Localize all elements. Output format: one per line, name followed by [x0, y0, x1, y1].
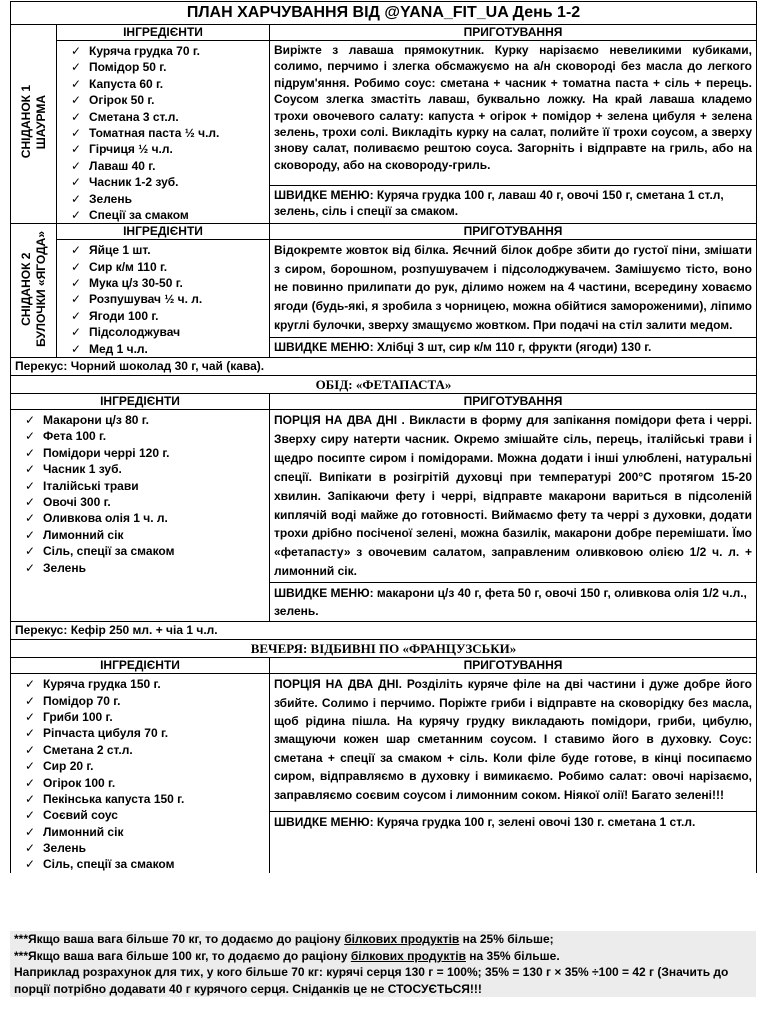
check-mark-icon: ✓ — [25, 693, 36, 708]
ingredient-item — [15, 840, 265, 856]
ingredient-label: Лаваш 40 г. — [89, 158, 156, 173]
ingredient-label: Сир к/м 110 г. — [89, 259, 168, 274]
ingredient-label: Томатная паста ½ ч.л. — [89, 125, 220, 140]
ingredient-label: Часник 1-2 зуб. — [89, 175, 179, 190]
breakfast1-quick-menu: ШВИДКЕ МЕНЮ: Куряча грудка 100 г, лаваш 40 г, овочі 150 г, сметана 1 ст.л, зелень, сіль і спеції за смаком. — [270, 185, 757, 224]
meal-plan-table — [10, 1, 757, 873]
ingredient-item — [61, 242, 265, 258]
ingredient-label: Сіль, спеції за смаком — [43, 857, 175, 872]
ingredient-item — [15, 709, 265, 725]
ingredient-item — [61, 191, 265, 207]
ingredient-label: Куряча грудка 70 г. — [89, 44, 200, 58]
ingredient-item — [61, 43, 265, 59]
breakfast1-label-line2: ШАУРМА — [33, 94, 48, 150]
ingredient-label: Лимонний сік — [43, 824, 124, 839]
footer-line-2-end: на 35% більше. — [465, 948, 560, 963]
ingredient-item — [15, 775, 265, 791]
check-mark-icon: ✓ — [71, 308, 82, 323]
ingredient-label: Оливкова олія 1 ч. л. — [43, 511, 168, 526]
ingredient-item — [61, 275, 265, 291]
ingredient-label: Помідори черрі 120 г. — [43, 445, 170, 460]
ingredient-item — [15, 428, 265, 444]
check-mark-icon: ✓ — [71, 158, 82, 173]
breakfast2-label-line2: БУЛОЧКИ «ЯГОДА» — [33, 230, 48, 347]
check-mark-icon: ✓ — [25, 429, 36, 444]
ingredient-label: Овочі 300 г. — [43, 494, 111, 509]
check-mark-icon: ✓ — [25, 494, 36, 509]
check-mark-icon: ✓ — [25, 527, 36, 542]
check-mark-icon: ✓ — [25, 808, 36, 823]
ingredient-label: Ягоди 100 г. — [89, 308, 159, 323]
check-mark-icon: ✓ — [25, 478, 36, 493]
ingredient-label: Ріпчаста цибуля 70 г. — [43, 726, 169, 741]
ingredient-item — [15, 758, 265, 774]
ingredient-item — [15, 791, 265, 807]
ingredient-item — [61, 141, 265, 157]
ingredient-item — [61, 92, 265, 108]
footer-line-1-link: білкових продуктів — [344, 932, 460, 946]
footer-note — [10, 931, 756, 997]
ingredient-item — [15, 824, 265, 840]
meal-plan-page — [10, 1, 756, 873]
breakfast2-preparation: Відокремте жовток від білка. Яєчний білок добре збити до густої піни, змішати з сиром, борошном, розпушувачем і підсолоджувачем. Замішуємо тісто, воно не повинно прилипати до рук, ділимо ножем на 4 частини, всередину ховаємо ягоди (будь-які, я зробила з чорницею, можна обійтися замороженими), ліпимо круглі булочки, зверху змащуємо жовтком. При подачі на стіл залити медом. — [270, 240, 757, 338]
dinner-title: ВЕЧЕРЯ: ВІДБИВНІ ПО «ФРАНЦУЗСЬКИ» — [11, 640, 757, 658]
ingredient-item — [15, 510, 265, 526]
breakfast1-label-line1: СНІДАНОК 1 — [18, 85, 33, 159]
footer-line-2-text: ***Якщо ваша вага більше 100 кг, то додаємо до раціону — [14, 948, 351, 963]
check-mark-icon: ✓ — [71, 243, 82, 258]
check-mark-icon: ✓ — [71, 142, 82, 157]
ingredient-item — [61, 59, 265, 75]
breakfast1-preparation: Виріжте з лаваша прямокутник. Курку нарізаємо невеликими кубиками, солимо, перчимо і злегка обсмажуємо на а/н сковороді без масла до легкого підрум'яння. Робимо соус: сметана + часник + томатна паста + сіль + перець. Соусом злегка змастіть лаваш, буквально ложку. На край лаваша кладемо трохи овочевого салату: капуста + огірок + помідор + зелена цибуля + зелена зелень, трохи солі. Викладіть курку на салат, полийте її трохи соусом, а зверху знову салат, поливаємо рештою соуса. Загорніть і відправте на гриль, або на сковороду, або на сковороду-гриль. — [270, 41, 757, 186]
ingredient-label: Куряча грудка 150 г. — [43, 677, 161, 692]
breakfast2-ingredients-header: ІНГРЕДІЄНТИ — [57, 224, 270, 240]
check-mark-icon: ✓ — [71, 76, 82, 91]
dinner-quick-menu: ШВИДКЕ МЕНЮ: Куряча грудка 100 г, зелені овочі 130 г. сметана 1 ст.л. — [270, 811, 757, 873]
ingredient-label: Сметана 2 ст.л. — [43, 742, 133, 757]
ingredient-label: Зелень — [89, 191, 132, 206]
check-mark-icon: ✓ — [71, 259, 82, 274]
ingredient-label: Сметана 3 ст.л. — [89, 109, 179, 124]
breakfast2-side-label — [11, 224, 57, 358]
ingredient-label: Макарони ц/з 80 г. — [43, 413, 149, 428]
check-mark-icon: ✓ — [25, 511, 36, 526]
check-mark-icon: ✓ — [71, 325, 82, 340]
ingredient-item — [61, 324, 265, 340]
ingredient-label: Гірчиця ½ ч.л. — [89, 142, 173, 157]
check-mark-icon: ✓ — [71, 341, 82, 356]
ingredient-label: Помідор 50 г. — [89, 60, 167, 75]
ingredient-item — [15, 807, 265, 823]
check-mark-icon: ✓ — [25, 677, 36, 692]
ingredient-label: Помідор 70 г. — [43, 693, 121, 708]
ingredient-item — [61, 291, 265, 307]
ingredient-label: Сіль, спеції за смаком — [43, 544, 175, 559]
ingredient-item — [15, 725, 265, 741]
ingredient-item — [61, 308, 265, 324]
ingredient-item — [15, 412, 265, 428]
ingredient-item — [61, 158, 265, 174]
check-mark-icon: ✓ — [71, 276, 82, 291]
check-mark-icon: ✓ — [25, 445, 36, 460]
ingredient-label: Гриби 100 г. — [43, 709, 113, 724]
ingredient-label: Розпушувач ½ ч. л. — [89, 292, 203, 307]
ingredient-item — [15, 494, 265, 510]
ingredient-label: Зелень — [43, 841, 86, 856]
ingredient-item — [61, 125, 265, 141]
dinner-preparation-header: ПРИГОТУВАННЯ — [270, 658, 757, 674]
check-mark-icon: ✓ — [25, 462, 36, 477]
breakfast1-preparation-header: ПРИГОТУВАННЯ — [270, 25, 757, 41]
breakfast2-preparation-header: ПРИГОТУВАННЯ — [270, 224, 757, 240]
breakfast1-ingredient-list — [61, 43, 265, 223]
check-mark-icon: ✓ — [71, 207, 82, 222]
check-mark-icon: ✓ — [25, 544, 36, 559]
ingredient-label: Капуста 60 г. — [89, 76, 164, 91]
check-mark-icon: ✓ — [25, 791, 36, 806]
ingredient-item — [15, 445, 265, 461]
check-mark-icon: ✓ — [25, 775, 36, 790]
ingredient-label: Пекінська капуста 150 г. — [43, 791, 185, 806]
ingredient-label: Італійські трави — [43, 478, 139, 493]
lunch-ingredients-header: ІНГРЕДІЄНТИ — [11, 394, 270, 410]
ingredient-label: Зелень — [43, 560, 86, 575]
check-mark-icon: ✓ — [25, 560, 36, 575]
footer-line-3: Наприклад розрахунок для тих, у кого більше 70 кг: курячі серця 130 г = 100%; 35% = 130 г × 35% ÷100 = 42 г (Значить до порції потрібно додавати 40 г курячого серця. Сніданків це не СТОСУЄТЬСЯ!!! — [14, 965, 729, 996]
breakfast2-quick-menu: ШВИДКЕ МЕНЮ: Хлібці 3 шт, сир к/м 110 г, фрукти (ягоди) 130 г. — [270, 338, 757, 358]
ingredient-label: Лимонний сік — [43, 527, 124, 542]
ingredient-item — [15, 676, 265, 692]
ingredient-item — [15, 543, 265, 559]
snack-1: Перекус: Чорний шоколад 30 г, чай (кава). — [11, 358, 757, 376]
page-title: ПЛАН ХАРЧУВАННЯ ВІД @YANA_FIT_UA День 1-2 — [11, 2, 757, 25]
dinner-ingredients-header: ІНГРЕДІЄНТИ — [11, 658, 270, 674]
ingredient-label: Підсолоджувач — [89, 325, 181, 340]
footer-line-2-link: білкових продуктів — [350, 948, 466, 963]
dinner-preparation: ПОРЦІЯ НА ДВА ДНІ. Розділіть куряче філе на дві частини і дуже добре його збийте. Солимо і перчимо. Поріжте гриби і відправте на сковорідку без масла, щоб рідина пішла. На курячу грудку викладають помідори, гриби, цибулю, змащуючи кожен шар сметанним соусом. І ставимо його в духовку. Соус: сметана + спеції за смаком + сіль. Коли філе буде готове, в кінці посипаємо сиром, відправляємо в духовку і вимикаємо. Робимо салат: овочі нарізаємо, заправляємо соєвим соусом і лимонним соком. Ніякої олії! Багато зелені!!! — [270, 674, 757, 812]
ingredient-label: Соєвий соус — [43, 808, 118, 823]
ingredient-item — [61, 341, 265, 357]
ingredient-item — [15, 693, 265, 709]
ingredient-item — [15, 478, 265, 494]
breakfast1-ingredients-header: ІНГРЕДІЄНТИ — [57, 25, 270, 41]
check-mark-icon: ✓ — [71, 60, 82, 75]
breakfast1-side-label — [11, 25, 57, 224]
check-mark-icon: ✓ — [71, 292, 82, 307]
ingredient-label: Огірок 50 г. — [89, 93, 155, 108]
ingredient-label: Яйце 1 шт. — [89, 243, 151, 258]
ingredient-label: Спеції за смаком — [89, 207, 189, 222]
ingredient-item — [61, 207, 265, 223]
check-mark-icon: ✓ — [71, 191, 82, 206]
check-mark-icon: ✓ — [25, 709, 36, 724]
check-mark-icon: ✓ — [71, 109, 82, 124]
ingredient-item — [61, 174, 265, 190]
check-mark-icon: ✓ — [25, 841, 36, 856]
check-mark-icon: ✓ — [25, 824, 36, 839]
check-mark-icon: ✓ — [25, 857, 36, 872]
footer-line-1-end: на 25% більше; — [459, 932, 554, 946]
ingredient-label: Мука ц/з 30-50 г. — [89, 276, 183, 291]
ingredient-item — [15, 560, 265, 576]
breakfast2-label-line1: СНІДАНОК 2 — [18, 251, 33, 326]
breakfast2-ingredient-list — [61, 242, 265, 357]
ingredient-label: Часник 1 зуб. — [43, 462, 122, 477]
dinner-ingredient-list — [15, 676, 265, 873]
footer-line-1-text: ***Якщо ваша вага більше 70 кг, то додаємо до раціону — [14, 932, 345, 946]
snack-2: Перекус: Кефір 250 мл. + чіа 1 ч.л. — [11, 622, 757, 640]
lunch-preparation-header: ПРИГОТУВАННЯ — [270, 394, 757, 410]
check-mark-icon: ✓ — [25, 413, 36, 428]
check-mark-icon: ✓ — [25, 726, 36, 741]
ingredient-item — [15, 856, 265, 872]
ingredient-item — [15, 742, 265, 758]
check-mark-icon: ✓ — [71, 93, 82, 108]
check-mark-icon: ✓ — [71, 175, 82, 190]
ingredient-item — [15, 461, 265, 477]
ingredient-item — [15, 527, 265, 543]
check-mark-icon: ✓ — [71, 125, 82, 140]
check-mark-icon: ✓ — [25, 742, 36, 757]
check-mark-icon: ✓ — [71, 44, 82, 58]
lunch-ingredient-list — [15, 412, 265, 576]
ingredient-item — [61, 259, 265, 275]
ingredient-label: Мед 1 ч.л. — [89, 341, 148, 356]
footer-line-1 — [14, 931, 752, 948]
footer-line-2 — [14, 948, 752, 965]
check-mark-icon: ✓ — [25, 759, 36, 774]
ingredient-item — [61, 76, 265, 92]
lunch-title: ОБІД: «ФЕТАПАСТА» — [11, 376, 757, 394]
ingredient-item — [61, 109, 265, 125]
lunch-preparation: ПОРЦІЯ НА ДВА ДНІ . Викласти в форму для запікання помідори фета і черрі. Зверху сиру натерти часник. Окремо змішайте сіль, перець, італійські трави і щедро посипте сиром і помідорами. Можна додати і інші улюблені, натуральні спеції. Випікати в розігрітій духовці при температурі 200°С протягом 15-20 хвилин. Запікаючи фету і черрі, відправте макарони вариться в підсоленій киплячій воді майже до готовності. Виймаємо фету та черрі з духовки, додати трохи дрібно посіченої зелені, можна базилік, макарони добре перемішати. Їмо «фетапасту» з овочевим салатом, заправленим оливковою олією 1/2 ч. л. + лимонний сік. — [270, 410, 757, 583]
ingredient-label: Фета 100 г. — [43, 429, 107, 444]
ingredient-label: Сир 20 г. — [43, 759, 94, 774]
lunch-quick-menu: ШВИДКЕ МЕНЮ: макарони ц/з 40 г, фета 50 г, овочі 150 г, оливкова олія 1/2 ч.л., зелень. — [270, 583, 757, 622]
ingredient-label: Огірок 100 г. — [43, 775, 116, 790]
